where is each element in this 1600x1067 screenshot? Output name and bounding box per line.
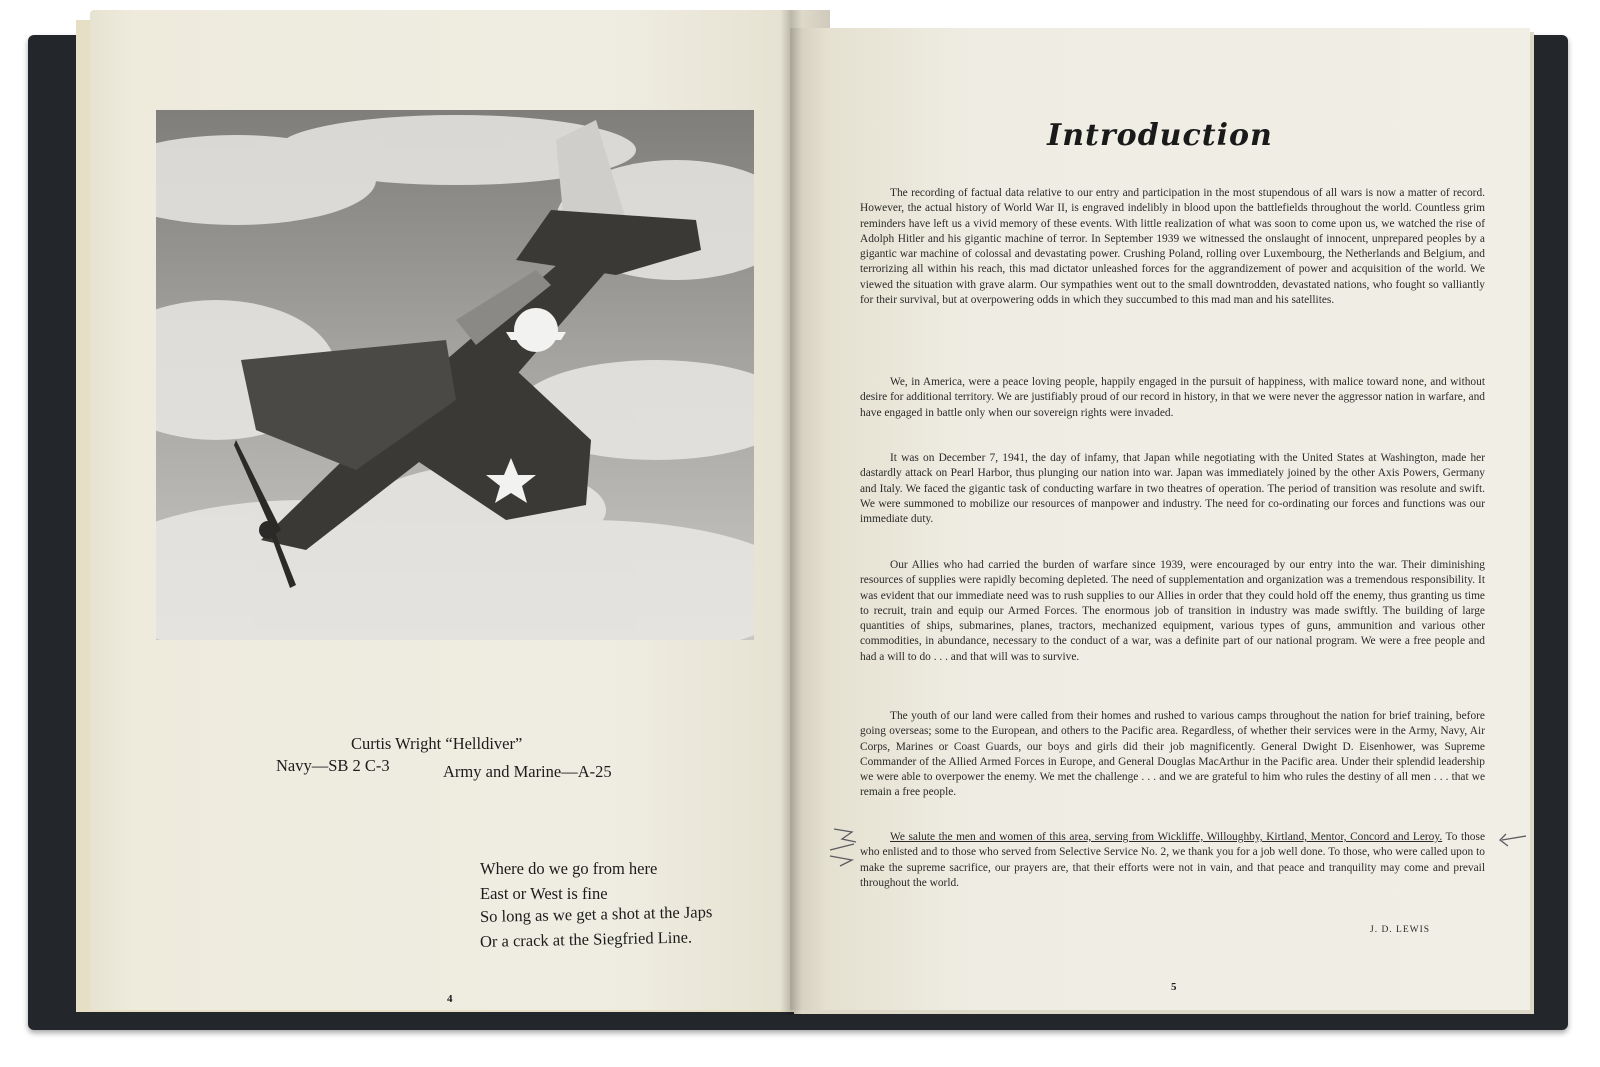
intro-paragraph-final (860, 830, 1485, 891)
intro-paragraph: Our Allies who had carried the burden of warfare since 1939, were encouraged by our entry into the war. Their diminishing resources of supplies were rapidly becoming depleted. The need of supplementation and organization was a tremendous responsibility. It was evident that our immediate need was to rush supplies to our Allies in order that they could hold off the enemy, thus granting us time to recruit, train and equip our Armed Forces. The enormous job of transition in industry was made swiftly. The building of large quantities of ships, submarines, planes, tractors, mechanized equipment, various types of guns, ammunition and various other commodities, in abundance, necessary to the conduct of a war, was a definite part of our national program. We were a free people and had a will to do . . . and that will was to survive. (860, 559, 1485, 663)
intro-paragraph: We, in America, were a peace loving people, happily engaged in the pursuit of happiness, with malice toward none, and without desire for additional territory. We are justifiably proud of our record in history, in that we were never the aggressor nation in warfare, and have engaged in battle only when our sovereign rights were invaded. (860, 376, 1485, 419)
intro-paragraph: It was on December 7, 1941, the day of infamy, that Japan while negotiating with the United States at Washington, made her dastardly attack on Pearl Harbor, thus plunging our nation into war. Japan was immediately joined by the other Axis Powers, Germany and Italy. We faced the gigantic task of conducting warfare in two theatres of operation. The period of transition was resolute and swift. We were summoned to mobilize our resources of manpower and industry. The need for co-ordinating our forces and functions was our immediate duty. (860, 452, 1485, 525)
book-gutter (780, 10, 802, 1015)
page-number: 4 (447, 993, 453, 1005)
poem-line: Or a crack at the Siegfried Line. (479, 927, 693, 951)
right-page (790, 28, 1530, 1010)
paragraph-rest: To those who enlisted and to those who served from Selective Service No. 2, we thank you for a job well done. To those, who were called upon to make the supreme sacrifice, our prayers are, that their efforts were not in vain, and that peace and tranquility may come and prevail throughout the world. (860, 831, 1485, 889)
left-page (90, 10, 830, 1010)
aircraft-caption-navy: Navy—SB 2 C-3 (276, 756, 390, 775)
poem-line: East or West is fine (480, 884, 608, 903)
hand-drawn-arrow-icon (830, 829, 856, 866)
aircraft-caption-army: Army and Marine—A-25 (443, 762, 612, 781)
page-number: 5 (1171, 981, 1177, 993)
underlined-towns: We salute the men and women of this area, serving from Wickliffe, Willoughby, Kirtland, Mentor, Concord and Leroy. (890, 831, 1443, 843)
poem-line: So long as we get a shot at the Japs (479, 902, 713, 926)
intro-paragraph: The youth of our land were called from their homes and rushed to various camps throughout the nation for brief training, before going overseas; some to the European, and others to the Pacific area. Regardless, of whether their services were in the Army, Navy, Air Corps, Marines or Coast Guards, our boys and girls did their job magnificently. General Dwight D. Eisenhower, was Supreme Commander of the Allied Armed Forces in Europe, and General Douglas MacArthur in the Pacific area. Under their splendid leadership we were able to overpower the enemy. We met the challenge . . . and we are grateful to him who rules the destiny of all men . . . that we remain a free people. (860, 710, 1485, 799)
aircraft-photo (156, 110, 754, 640)
aircraft-caption-title: Curtis Wright “Helldiver” (351, 734, 523, 753)
open-book (28, 10, 1568, 1030)
intro-paragraph: The recording of factual data relative to our entry and participation in the most stupendous of all wars is now a matter of record. However, the actual history of World War II, is engraved indelibly in blood upon the battlefields throughout the world. Countless grim reminders have left us a vivid memory of these events. With little realization of what was soon to come upon us, we watched the rise of Adolph Hitler and his gigantic machine of terror. In September 1939 we witnessed the onslaught of innocent, unprepared peoples by a gigantic war machine of colossal and devastating power. Crushing Poland, rolling over Luxembourg, the Netherlands and Belgium, and terrorizing all within his reach, this mad dictator unleashed forces for the aggrandizement of power and acquisition of the world. We viewed the situation with grave alarm. Our sympathies went out to the small downtrodden, devastated nations, who fought so valliantly for their survival, but at overpowering odds in which they succumbed to this mad man and his satellites. (860, 187, 1485, 306)
author-signature: J. D. LEWIS (1370, 925, 1431, 935)
page-title: Introduction (1047, 118, 1273, 153)
hand-drawn-arrow-icon (1500, 834, 1526, 846)
poem-line: Where do we go from here (480, 859, 658, 878)
helldiver-illustration (156, 110, 754, 640)
